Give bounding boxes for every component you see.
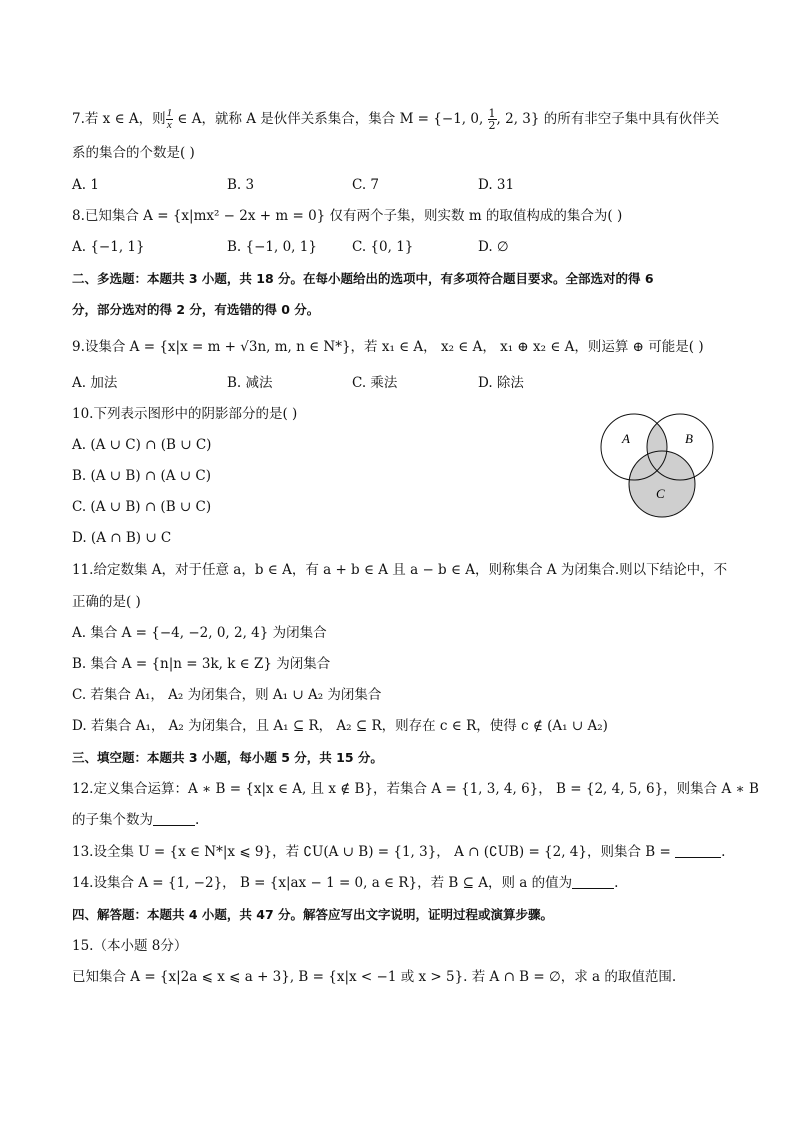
q8-option-b: B. {−1, 0, 1} [227,239,317,255]
q14-answer-blank[interactable] [572,874,614,889]
q13-text: 13.设全集 U = {x ∈ N*|x ⩽ 9}，若 ∁U(A ∪ B) = {1, 3}， A ∩ (∁UB) = {2, 4}，则集合 B = . [72,844,726,860]
q9-option-b: B. 减法 [227,375,273,391]
q8-text: 8.已知集合 A = {x|mx² − 2x + m = 0} 仅有两个子集，则实数 m 的取值构成的集合为( ) [72,208,623,224]
q10-option-c: C. (A ∪ B) ∩ (B ∪ C) [72,499,212,515]
q7-option-d: D. 31 [478,177,515,193]
q12-line2: 的子集个数为 . [72,812,200,828]
q11-option-c: C. 若集合 A₁， A₂ 为闭集合，则 A₁ ∪ A₂ 为闭集合 [72,687,382,703]
q7-text-pre: 7.若 x ∈ A，则 [72,111,166,127]
q11-line1: 11.给定数集 A，对于任意 a，b ∈ A，有 a + b ∈ A 且 a − b ∈ A，则称集合 A 为闭集合.则以下结论中，不 [72,562,728,578]
q8-option-a: A. {−1, 1} [72,239,145,255]
section4-heading: 四、解答题：本题共 4 小题，共 47 分。解答应写出文字说明，证明过程或演算步骤。 [72,907,554,922]
q9-option-d: D. 除法 [478,375,524,391]
q7-option-a: A. 1 [72,177,99,193]
q7-text-post: , 2, 3} 的所有非空子集中具有伙伴关 [496,111,720,127]
q7-line1 [72,108,719,131]
q10-option-d: D. (A ∩ B) ∪ C [72,530,172,546]
q13-answer-blank[interactable] [675,843,721,858]
q7-set-fraction: $\frac{1}{2}$ [488,107,496,132]
q12-line1: 12.定义集合运算：A ∗ B = {x|x ∈ A, 且 x ∉ B}，若集合 A = {1, 3, 4, 6}， B = {2, 4, 5, 6}，则集合 A ∗ B [72,781,759,797]
q14-text: 14.设集合 A = {1, −2}， B = {x|ax − 1 = 0, a ∈ R}，若 B ⊆ A，则 a 的值为 . [72,875,619,891]
venn-label-a: A [622,431,630,446]
q10-option-a: A. (A ∪ C) ∩ (B ∪ C) [72,437,212,453]
q11-option-b: B. 集合 A = {n|n = 3k, k ∈ Z} 为闭集合 [72,656,331,672]
q12-answer-blank[interactable] [153,811,195,826]
section3-heading: 三、填空题：本题共 3 小题，每小题 5 分，共 15 分。 [72,750,383,765]
venn-diagram [594,404,730,522]
q8-option-d: D. ∅ [478,239,509,255]
venn-label-b: B [685,431,693,446]
q15-heading: 15.（本小题 8分） [72,938,188,954]
q7-text-mid: ∈ A，就称 A 是伙伴关系集合，集合 M = {−1, 0, [173,111,488,127]
q10-option-b: B. (A ∪ B) ∩ (A ∪ C) [72,468,212,484]
q11-line2: 正确的是( ) [72,594,141,610]
section2-heading: 二、多选题：本题共 3 小题，共 18 分。在每小题给出的选项中，有多项符合题目要求。全部选对的得 6 [72,271,654,286]
q7-fraction: $\frac{1}{x}$ [166,107,173,131]
q7-option-c: C. 7 [352,177,380,193]
q11-option-d: D. 若集合 A₁， A₂ 为闭集合，且 A₁ ⊆ R， A₂ ⊆ R，则存在 c ∈ R，使得 c ∉ (A₁ ∪ A₂) [72,718,608,734]
q10-text: 10.下列表示图形中的阴影部分的是( ) [72,406,298,422]
q9-option-c: C. 乘法 [352,375,398,391]
q9-text: 9.设集合 A = {x|x = m + √3n, m, n ∈ N*}，若 x₁ ∈ A， x₂ ∈ A， x₁ ⊕ x₂ ∈ A，则运算 ⊕ 可能是( ) [72,339,704,355]
venn-label-c: C [656,486,665,501]
q8-option-c: C. {0, 1} [352,239,414,255]
section2-heading-cont: 分，部分选对的得 2 分，有选错的得 0 分。 [72,302,320,317]
q7-line2: 系的集合的个数是( ) [72,145,195,161]
q11-option-a: A. 集合 A = {−4, −2, 0, 2, 4} 为闭集合 [72,625,327,641]
q9-option-a: A. 加法 [72,375,118,391]
q7-option-b: B. 3 [227,177,255,193]
q15-text: 已知集合 A = {x|2a ⩽ x ⩽ a + 3}, B = {x|x < −1 或 x > 5}. 若 A ∩ B = ∅，求 a 的取值范围. [72,969,677,985]
